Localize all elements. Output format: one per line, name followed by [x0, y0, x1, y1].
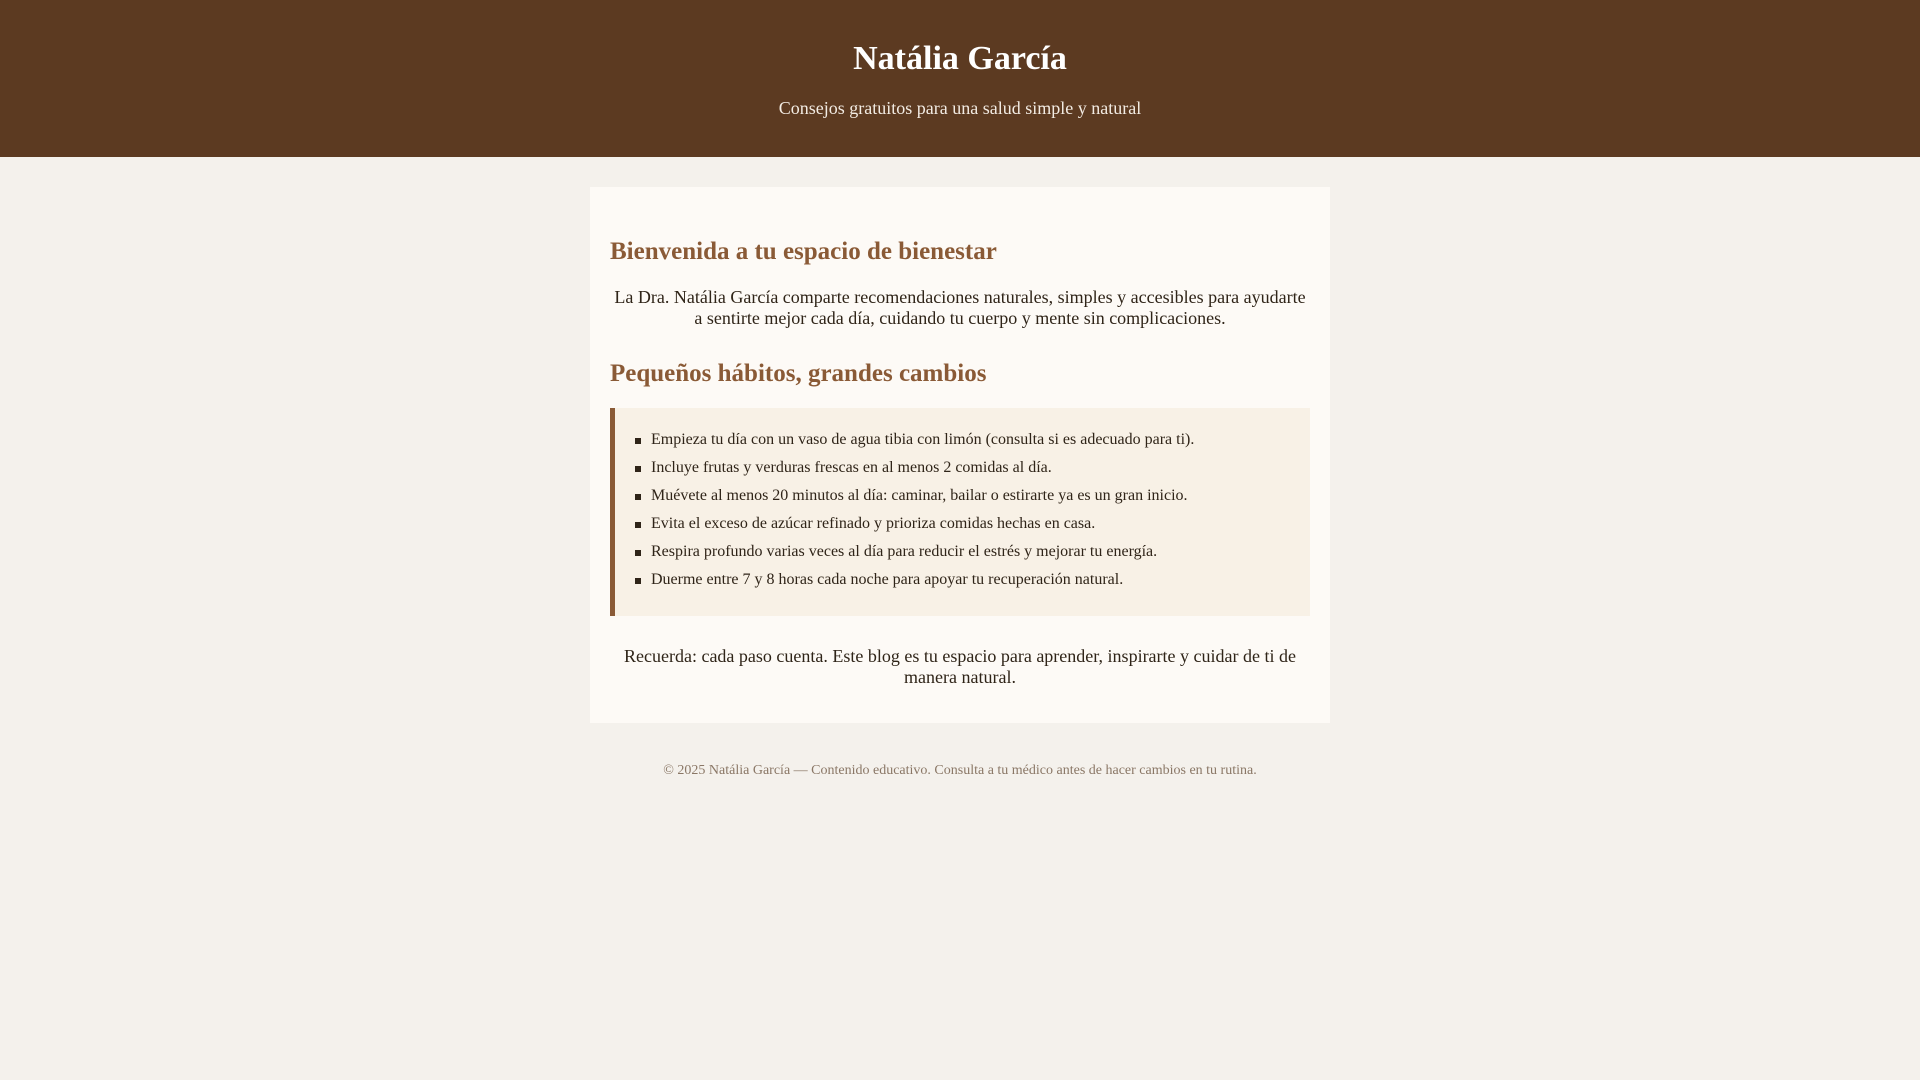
closing-paragraph: Recuerda: cada paso cuenta. Este blog es tu espacio para aprender, inspirarte y cuidar de ti de manera natural.: [624, 646, 1296, 687]
site-header: [0, 0, 1920, 157]
footer-text: © 2025 Natália García — Contenido educativo. Consulta a tu médico antes de hacer cambios en tu rutina.: [663, 763, 1257, 778]
welcome-heading: Bienvenida a tu espacio de bienestar: [610, 238, 997, 265]
habit-item: Respira profundo varias veces al día para reducir el estrés y mejorar tu energía.: [635, 538, 1310, 566]
intro-paragraph: La Dra. Natália García comparte recomendaciones naturales, simples y accesibles para ayudarte a sentirte mejor cada día, cuidando tu cuerpo y mente sin complicaciones.: [614, 287, 1306, 328]
site-tagline: Consejos gratuitos para una salud simple y natural: [778, 98, 1142, 118]
site-footer: [0, 762, 1920, 780]
habits-list: [635, 426, 1310, 594]
habits-heading: Pequeños hábitos, grandes cambios: [610, 360, 987, 387]
habit-item: Incluye frutas y verduras frescas en al menos 2 comidas al día.: [635, 454, 1310, 482]
habit-item: Duerme entre 7 y 8 horas cada noche para apoyar tu recuperación natural.: [635, 566, 1310, 594]
habits-box: [610, 408, 1310, 616]
main-content-card: [590, 187, 1330, 723]
habit-item: Muévete al menos 20 minutos al día: caminar, bailar o estirarte ya es un gran inicio.: [635, 482, 1310, 510]
site-title: Natália García: [853, 40, 1067, 77]
habit-item: Empieza tu día con un vaso de agua tibia con limón (consulta si es adecuado para ti).: [635, 426, 1310, 454]
habit-item: Evita el exceso de azúcar refinado y prioriza comidas hechas en casa.: [635, 510, 1310, 538]
